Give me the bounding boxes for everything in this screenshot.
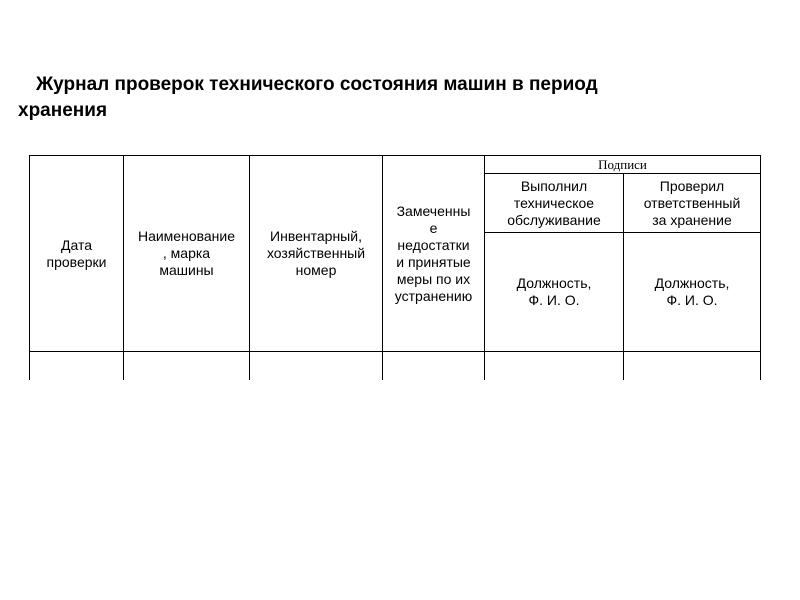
header-date: Дата проверки xyxy=(30,156,124,352)
title-line-2: хранения xyxy=(18,100,108,121)
performed-position-name: Должность, Ф. И. О. xyxy=(485,233,624,352)
header-inventory-number: Инвентарный, хозяйственный номер xyxy=(250,156,383,352)
data-cell-performed xyxy=(485,352,624,381)
header-performed-maintenance: Выполнил техническое обслуживание xyxy=(485,174,624,233)
data-cell-inventory xyxy=(250,352,383,381)
data-cell-date xyxy=(30,352,124,381)
header-signatures: Подписи xyxy=(485,156,761,174)
title-line-1: Журнал проверок технического состояния машин в период xyxy=(36,74,598,95)
header-checked-responsible: Проверил ответственный за хранение xyxy=(624,174,761,233)
data-cell-name xyxy=(124,352,250,381)
data-cell-checked xyxy=(624,352,761,381)
header-defects-measures: Замеченны е недостатки и принятые меры по их устранению xyxy=(383,156,485,352)
inspection-journal-table xyxy=(29,155,761,380)
table-row xyxy=(30,352,761,381)
data-cell-defects xyxy=(383,352,485,381)
journal-title xyxy=(18,72,718,124)
checked-position-name: Должность, Ф. И. О. xyxy=(624,233,761,352)
header-machine-name: Наименование , марка машины xyxy=(124,156,250,352)
